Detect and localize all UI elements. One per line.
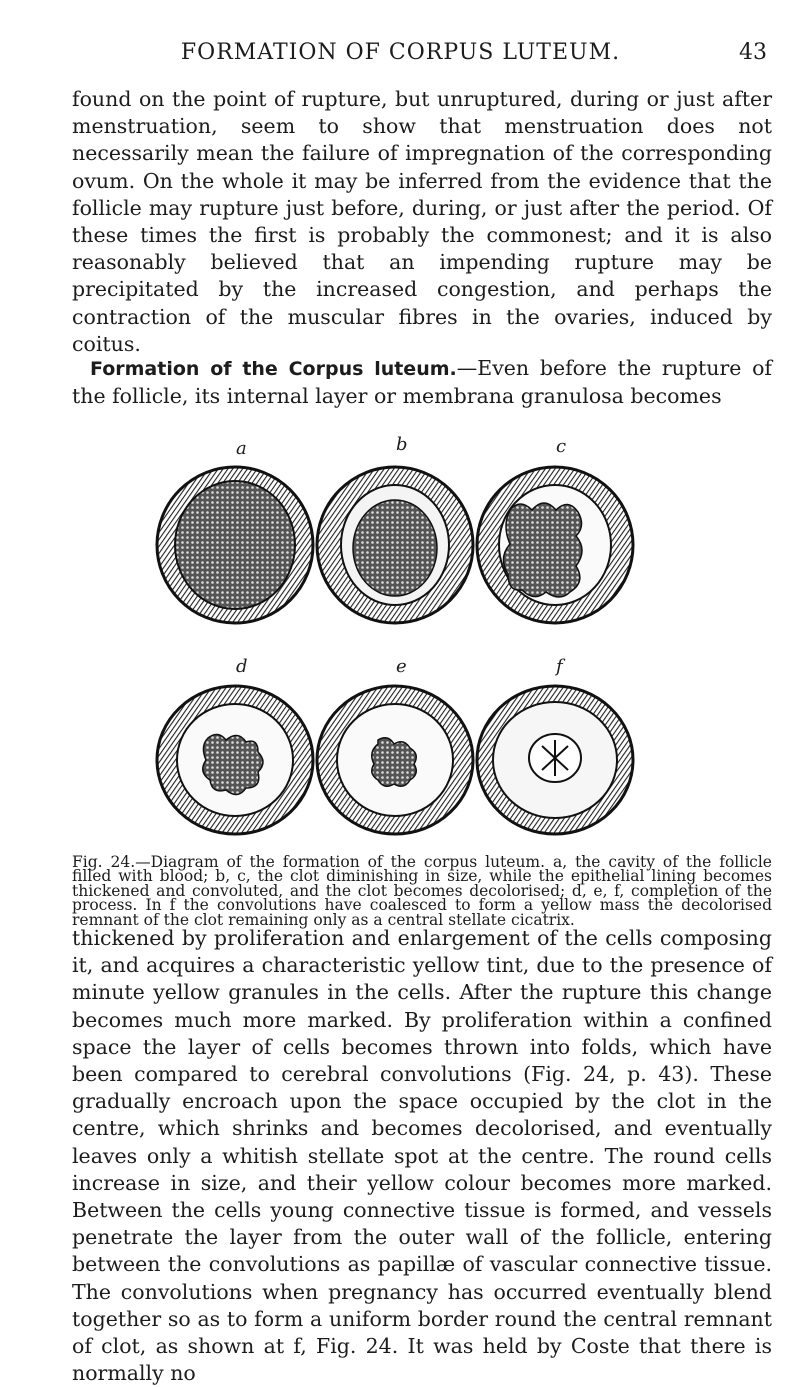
figure-label-a: a	[236, 438, 247, 459]
paragraph-2-body: —Even before the rupture of the follicle, its internal layer or membrana granulosa becomes	[72, 356, 772, 409]
figure-diagram	[140, 440, 660, 860]
diagram-e	[317, 686, 473, 834]
figure-label-d: d	[236, 656, 248, 677]
paragraph-2-text	[72, 355, 772, 410]
diagram-b	[317, 467, 473, 623]
paragraph-1	[72, 86, 772, 358]
running-head: FORMATION OF CORPUS LUTEUM.	[180, 40, 621, 65]
paragraph-3	[72, 925, 772, 1387]
diagram-c	[477, 467, 633, 623]
figure-label-e: e	[396, 656, 407, 677]
paragraph-1-text: found on the point of rupture, but unruptured, during or just after menstruation, seem to show that menstruation does not necessarily mean the failure of impregnation of the corresponding ovum. On the whole it may be inferred from the evidence that the follicle may rupture just before, during, or just after the period. Of these times the first is probably the commonest; and it is also reasonably believed that an impending rupture may be precipitated by the increased congestion, and perhaps the contraction of the muscular fibres in the ovaries, induced by coitus.	[72, 87, 772, 356]
figure-24	[140, 434, 660, 860]
paragraph-2	[72, 355, 772, 410]
figure-label-b: b	[396, 434, 408, 455]
figure-caption-text: Fig. 24.—Diagram of the formation of the corpus luteum. a, the cavity of the follicle filled with blood; b, c, the clot diminishing in size, while the epithelial lining becomes thickened and convoluted, and the clot becomes decolorised; d, e, f, completion of the process. In f the convolutions have coalesced to form a yellow mass the decolorised remnant of the clot remaining only as a central stellate cicatrix.	[72, 853, 772, 929]
diagram-f	[477, 686, 633, 834]
section-heading: Formation of the Corpus luteum.	[90, 358, 457, 380]
figure-label-f: f	[556, 656, 563, 677]
page-header	[0, 40, 801, 80]
figure-caption	[72, 855, 772, 927]
diagram-d	[157, 686, 313, 834]
paragraph-3-text: thickened by proliferation and enlargement of the cells composing it, and acquires a characteristic yellow tint, due to the presence of minute yellow granules in the cells. After the rupture this change becomes much more marked. By proliferation within a confined space the layer of cells becomes thrown into folds, which have been compared to cerebral convolutions (Fig. 24, p. 43). These gradually encroach upon the space occupied by the clot in the centre, which shrinks and becomes decolorised, and eventually leaves only a whitish stellate spot at the centre. The round cells increase in size, and their yellow colour becomes more marked. Between the cells young connective tissue is formed, and vessels penetrate the layer from the outer wall of the follicle, entering between the convolutions as papillæ of vascular connective tissue. The convolutions when pregnancy has occurred eventually blend together so as to form a uniform border round the central remnant of clot, as shown at f, Fig. 24. It was held by Coste that there is normally no	[72, 926, 772, 1386]
figure-label-c: c	[556, 436, 567, 457]
page-number: 43	[739, 40, 767, 65]
diagram-a	[157, 467, 313, 623]
